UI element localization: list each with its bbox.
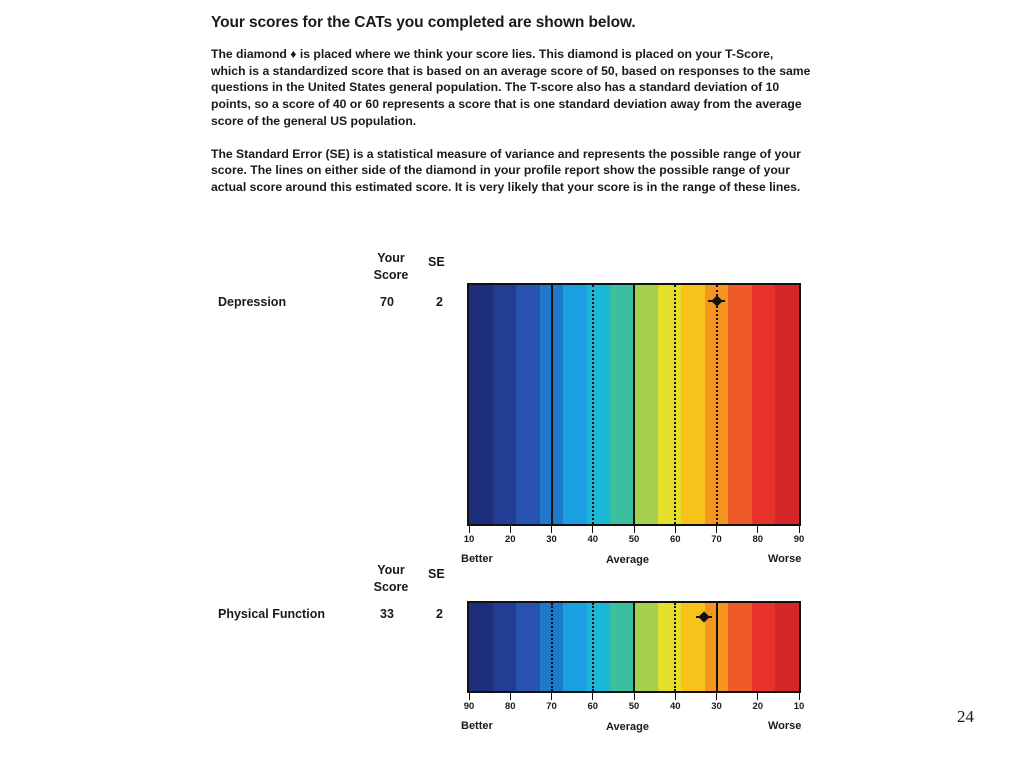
reference-line-dotted (592, 603, 594, 691)
axis-tick-label: 10 (463, 534, 475, 545)
axis-label-worse: Worse (768, 720, 802, 732)
color-band (728, 285, 752, 524)
axis-tick (675, 693, 676, 700)
se-explanation: The Standard Error (SE) is a statistical measure of variance and represents the possible range of your score. The lines on either side of the diamond in your profile report show the possible range of your actual score around this estimated score. It is very likely that your score is in the range of these lines. (211, 146, 801, 194)
header-your: Your (377, 251, 405, 265)
axis-tick-label: 50 (628, 534, 640, 545)
axis-tick-label: 30 (546, 534, 557, 545)
reference-line-dotted (674, 285, 676, 524)
color-band (469, 285, 493, 524)
color-band (563, 285, 587, 524)
color-band (610, 285, 634, 524)
color-band (658, 603, 682, 691)
axis-tick (510, 693, 511, 700)
se-value-physical-function: 2 (436, 607, 443, 621)
axis-tick-label: 10 (793, 701, 805, 712)
axis-tick-label: 80 (752, 534, 764, 545)
axis-tick-label: 60 (587, 701, 599, 712)
axis-tick (799, 526, 800, 533)
axis-label-better: Better (461, 720, 493, 732)
se-value-depression: 2 (436, 295, 443, 309)
axis-tick (592, 693, 593, 700)
axis-tick (675, 526, 676, 533)
header-your-2: Your (377, 563, 405, 577)
reference-line (551, 285, 553, 524)
axis-label-average: Average (606, 554, 650, 566)
axis-tick (592, 526, 593, 533)
color-band (775, 603, 799, 691)
color-band (493, 285, 517, 524)
reference-line (633, 285, 635, 524)
axis-tick-label: 40 (587, 534, 599, 545)
tscore-explanation: The diamond ♦ is placed where we think your score lies. This diamond is placed on your T-Score, which is a standardized score that is based on an average score of 50, based on responses to the same questions in the United States general population. The T-score also has a standard deviation of 10 points, so a score of 40 or 60 represents a score that is one standard deviation away from the average score of the general US population. (211, 47, 811, 128)
reference-line (716, 603, 718, 691)
color-band (516, 603, 540, 691)
reference-line-dotted (592, 285, 594, 524)
score-bar (467, 601, 801, 693)
color-band (634, 285, 658, 524)
color-band (658, 285, 682, 524)
score-bar (467, 283, 801, 526)
color-band (752, 285, 776, 524)
color-band (610, 603, 634, 691)
color-band (563, 603, 587, 691)
header-score-2: Score (373, 580, 409, 594)
axis-tick-label: 30 (711, 701, 722, 712)
reference-line-dotted (674, 603, 676, 691)
page-number: 24 (957, 707, 974, 726)
axis-tick-label: 90 (793, 534, 805, 545)
axis-tick-label: 20 (504, 534, 516, 545)
axis-tick-label: 80 (504, 701, 516, 712)
document-body (211, 14, 811, 212)
se-header-2: SE (428, 567, 445, 581)
axis-tick (757, 526, 758, 533)
color-band (752, 603, 776, 691)
axis-tick-label: 20 (752, 701, 764, 712)
color-band (681, 285, 705, 524)
axis-tick-label: 60 (669, 534, 681, 545)
axis-tick-label: 40 (669, 701, 681, 712)
color-band (587, 603, 611, 691)
score-value-physical-function: 33 (380, 607, 394, 621)
se-header: SE (428, 255, 445, 269)
color-band (469, 603, 493, 691)
axis-tick-label: 70 (546, 701, 557, 712)
measure-label-physical-function: Physical Function (218, 607, 325, 621)
axis-label-worse: Worse (768, 553, 802, 565)
axis-tick (634, 693, 635, 700)
axis-tick (469, 526, 470, 533)
axis-tick (716, 693, 717, 700)
axis-tick-label: 50 (628, 701, 640, 712)
axis-tick (799, 693, 800, 700)
reference-line-dotted (716, 285, 718, 524)
axis-label-better: Better (461, 553, 493, 565)
axis-tick-label: 90 (463, 701, 475, 712)
color-band (775, 285, 799, 524)
axis-tick-label: 70 (711, 534, 722, 545)
axis-tick (510, 526, 511, 533)
document-title: Your scores for the CATs you completed are shown below. (211, 14, 636, 31)
axis-tick (716, 526, 717, 533)
color-band (728, 603, 752, 691)
axis-tick (757, 693, 758, 700)
color-band (516, 285, 540, 524)
axis-tick (634, 526, 635, 533)
reference-line-dotted (551, 603, 553, 691)
color-band (634, 603, 658, 691)
color-band (493, 603, 517, 691)
score-value-depression: 70 (380, 295, 394, 309)
color-band (587, 285, 611, 524)
your-score-header-2 (366, 562, 416, 596)
axis-label-average: Average (606, 721, 650, 733)
header-score: Score (373, 268, 409, 282)
measure-label-depression: Depression (218, 295, 287, 309)
your-score-header (366, 250, 416, 284)
axis-tick (551, 693, 552, 700)
axis-tick (469, 693, 470, 700)
axis-tick (551, 526, 552, 533)
reference-line (633, 603, 635, 691)
